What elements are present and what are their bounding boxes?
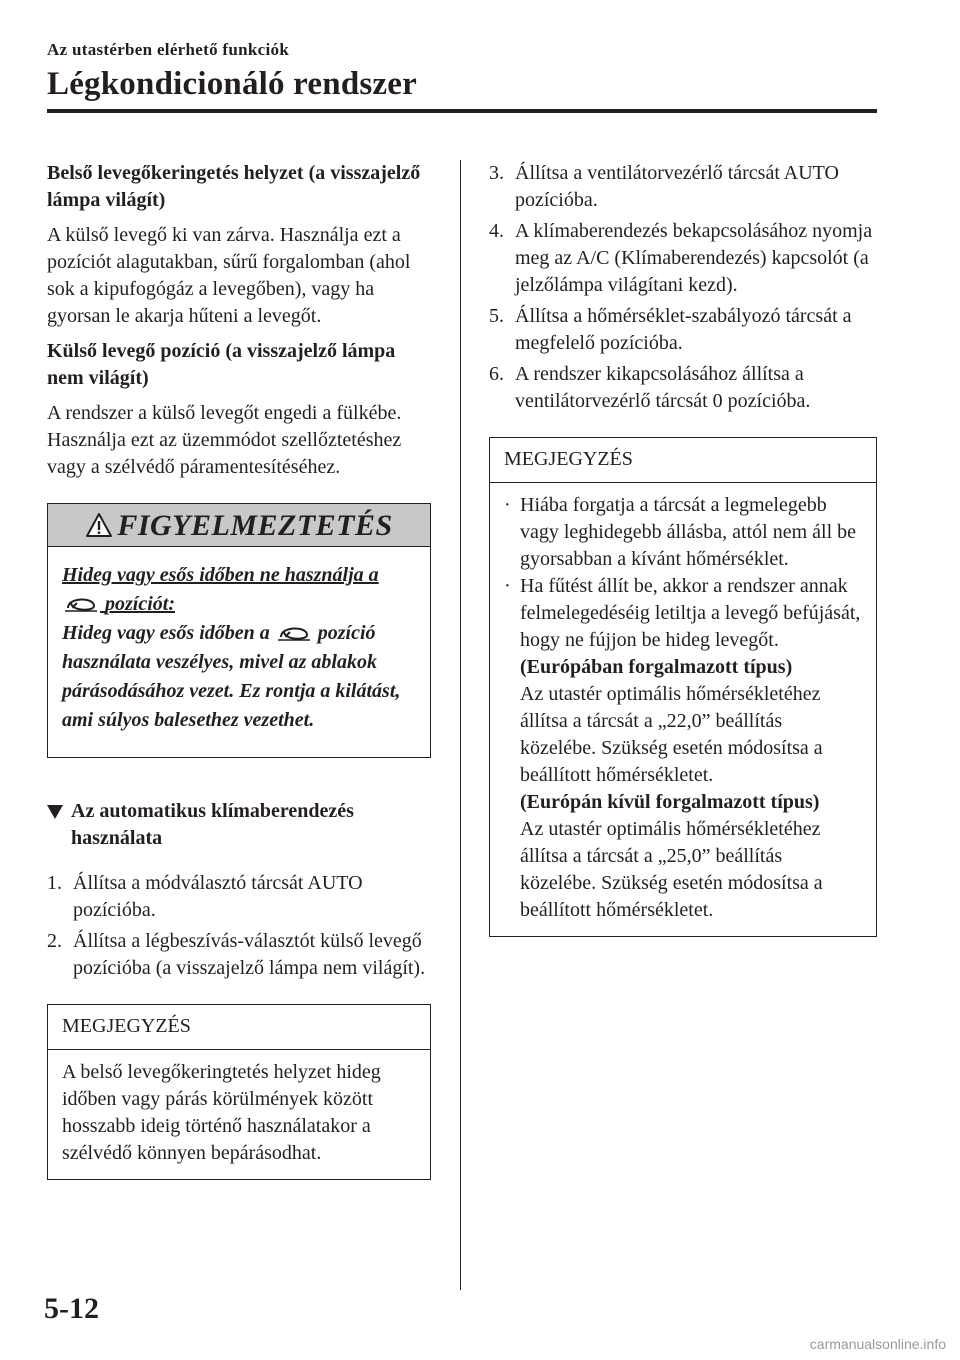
column-divider: [460, 160, 461, 1290]
warning-lead: [62, 561, 416, 619]
auto-climate-heading-text: Az automatikus klímaberendezés használata: [71, 800, 354, 849]
non-eu-model-heading: (Európán kívül forgalmazott típus): [520, 791, 820, 813]
step-text: Állítsa a ventilátorvezérlő tárcsát AUTO pozícióba.: [515, 162, 839, 211]
step-number: 6.: [489, 363, 504, 385]
section-label: Az utastérben elérhető funkciók: [47, 40, 290, 59]
step-number: 3.: [489, 162, 504, 184]
step-text: Állítsa a hőmérséklet-szabályozó tárcsát a megfelelő pozícióba.: [515, 305, 852, 354]
note-bullet: [504, 573, 862, 924]
step-item: [489, 303, 877, 357]
outside-air-heading: Külső levegő pozíció (a visszajelző lámpa nem világít): [47, 340, 396, 389]
note-text: A belső levegőkeringtetés helyzet hideg időben vagy párás körülmények között hosszabb ideig történő használatakor a szélvédő könnyen bepárásodhat.: [62, 1061, 381, 1164]
page-header: [47, 40, 877, 103]
step-text: Állítsa a módválasztó tárcsát AUTO pozícióba.: [73, 872, 363, 921]
warning-title: FIGYELMEZTETÉS: [117, 508, 393, 542]
step-number: 2.: [47, 930, 62, 952]
note-title: MEGJEGYZÉS: [48, 1005, 430, 1050]
recirculation-text: A külső levegő ki van zárva. Használja ezt a pozíciót alagutakban, sűrű forgalomban (ahol sok a kipufogógáz a levegőben), vagy ha gyorsan le akarja hűteni a levegőt.: [47, 224, 411, 327]
warning-header: [48, 504, 430, 547]
step-number: 4.: [489, 220, 504, 242]
note-bullet-content: [520, 573, 862, 924]
note-bullet-text: Hiába forgatja a tárcsát a legmelegebb vagy leghidegebb állásba, attól nem áll be gyorsabban a kívánt hőmérséklet.: [520, 494, 856, 570]
eu-model-heading: (Európában forgalmazott típus): [520, 656, 793, 678]
bullet-dot-icon: ·: [504, 494, 511, 516]
warning-box: [47, 503, 431, 758]
warning-triangle-icon: [85, 512, 113, 538]
warning-lead-text-1: Hideg vagy esős időben ne használja a: [62, 564, 379, 586]
bullet-dot-icon: ·: [504, 575, 511, 597]
watermark: carmanualsonline.info: [809, 1336, 946, 1352]
chapter-title: Légkondicionáló rendszer: [47, 66, 417, 102]
step-item: [489, 218, 877, 299]
step-text: Állítsa a légbeszívás-választót külső levegő pozícióba (a visszajelző lámpa nem világít).: [73, 930, 426, 979]
warning-lead-text-2: pozíciót:: [105, 593, 175, 615]
note-box: [47, 1004, 431, 1180]
step-item: [47, 928, 431, 982]
header-rule: [47, 109, 877, 113]
note-title: MEGJEGYZÉS: [490, 438, 876, 483]
outside-air-text: A rendszer a külső levegőt engedi a fülkébe. Használja ezt az üzemmódot szellőztetéshez vagy a szélvédő páramentesítéséhez.: [47, 402, 402, 478]
eu-model-text: Az utastér optimális hőmérsékletéhez állítsa a tárcsát a „22,0” beállítás közelébe. Szükség esetén módosítsa a beállított hőmérsékletet.: [520, 683, 823, 786]
step-text: A klímaberendezés bekapcsolásához nyomja meg az A/C (Klímaberendezés) kapcsolót (a jelzőlámpa világítani kezd).: [515, 220, 873, 296]
step-item: [489, 361, 877, 415]
note-bullet-text: Ha fűtést állít be, akkor a rendszer annak felmelegedéséig letiltja a levegő befújását, hogy ne fújjon be hideg levegőt.: [520, 575, 861, 651]
warning-detail-text-1: Hideg vagy esős időben a: [62, 622, 270, 644]
recirculation-icon: [64, 593, 98, 613]
non-eu-model-text: Az utastér optimális hőmérsékletéhez állítsa a tárcsát a „25,0” beállítás közelébe. Szükség esetén módosítsa a beállított hőmérsékletet.: [520, 818, 823, 921]
step-item: [47, 870, 431, 924]
recirculation-heading: Belső levegőkeringetés helyzet (a visszajelző lámpa világít): [47, 162, 421, 211]
step-number: 5.: [489, 305, 504, 327]
note-bullet: [504, 492, 862, 573]
recirculation-icon: [277, 622, 311, 642]
triangle-bullet-icon: [47, 805, 63, 819]
page-number: 5-12: [44, 1292, 99, 1325]
warning-detail: [62, 619, 416, 735]
right-column: [489, 160, 877, 937]
step-text: A rendszer kikapcsolásához állítsa a ventilátorvezérlő tárcsát 0 pozícióba.: [515, 363, 811, 412]
note-box: [489, 437, 877, 937]
warning-body: [48, 547, 430, 757]
step-number: 1.: [47, 872, 62, 894]
step-item: [489, 160, 877, 214]
note-body: [490, 483, 876, 936]
left-column: [47, 160, 431, 1180]
auto-climate-heading: [47, 798, 431, 852]
warning-detail-text-2: pozíció használata veszélyes, mivel az ablakok párásodásához vezet. Ez rontja a kilátást, ami súlyos balesethez vezethet.: [62, 622, 401, 731]
